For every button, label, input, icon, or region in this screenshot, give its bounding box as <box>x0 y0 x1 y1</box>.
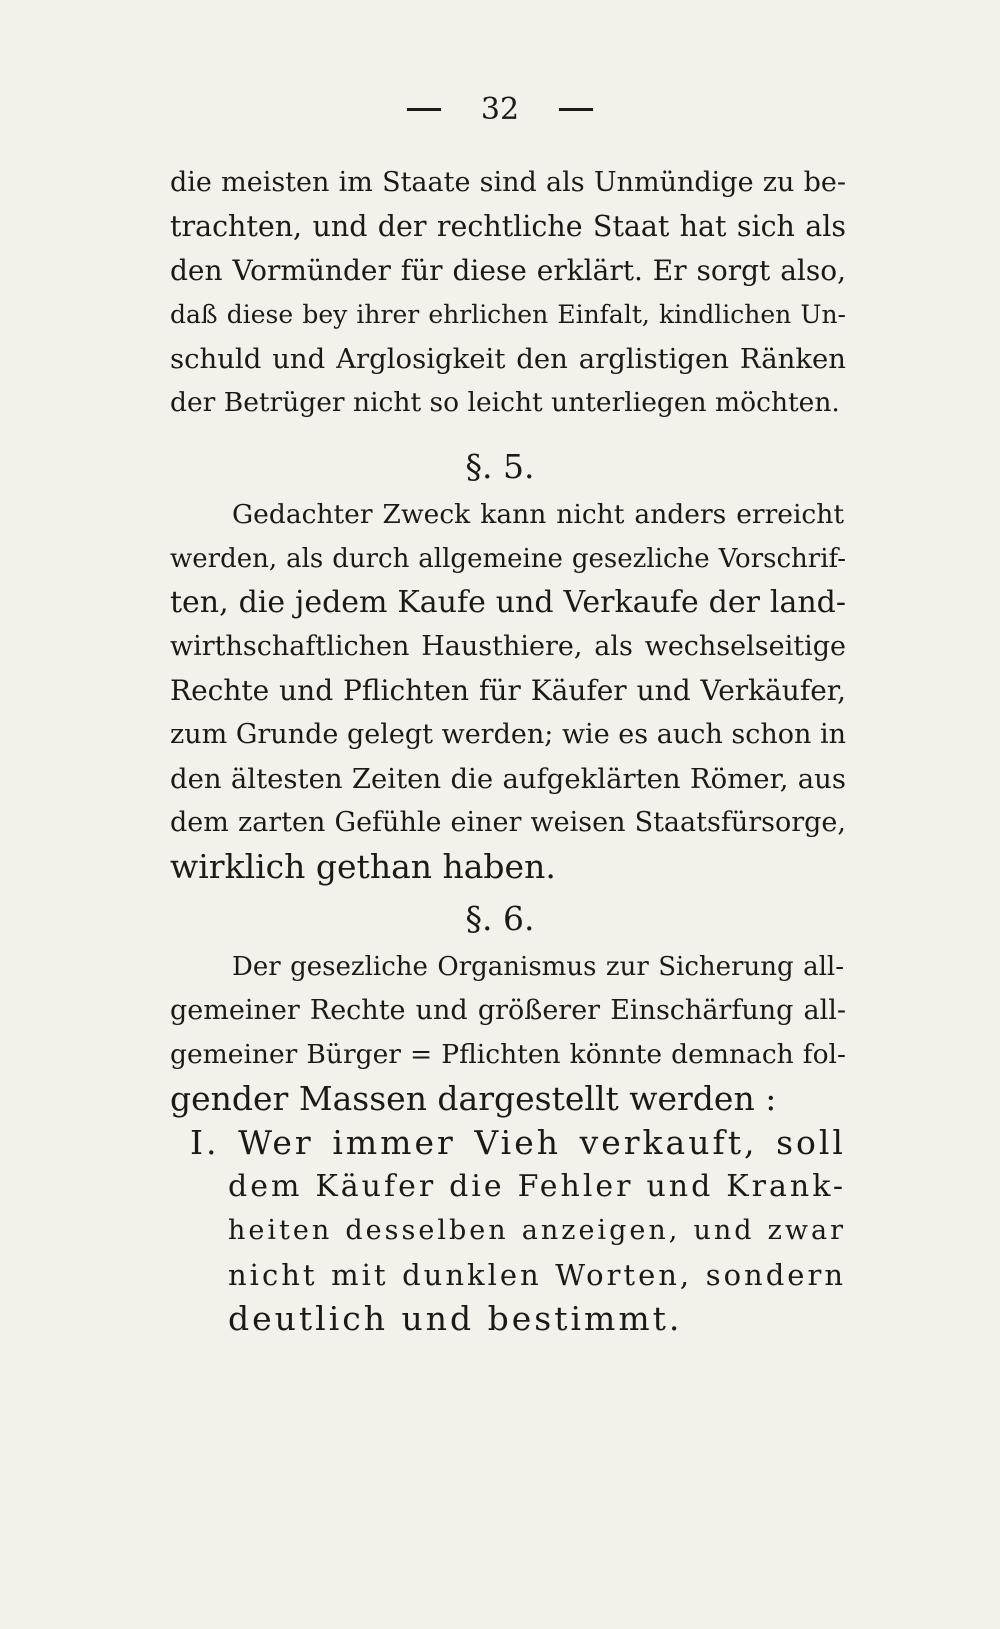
text-line: deutlich und bestimmt. <box>228 1299 683 1338</box>
text-line: daß diese bey ihrer ehrlichen Einfalt, kindlichen Un- <box>170 300 846 329</box>
page-number: 32 <box>480 92 520 127</box>
section-heading-6: §. 6. <box>465 899 535 938</box>
text-line: die meisten im Staate sind als Unmündige zu be- <box>170 167 846 198</box>
text-line: gemeiner Rechte und größerer Einschärfung all- <box>170 995 846 1026</box>
text-line: wirthschaftlichen Hausthiere, als wechselseitige <box>170 631 846 662</box>
text-line: dem Käufer die Fehler und Krank- <box>228 1169 846 1204</box>
text-line: werden, als durch allgemeine gesezliche Vorschrif- <box>170 544 846 574</box>
section-heading-5: §. 5. <box>465 447 535 486</box>
text-line: ten, die jedem Kaufe und Verkaufe der land- <box>170 585 846 620</box>
header-dash-right <box>559 108 593 111</box>
text-line: dem zarten Gefühle einer weisen Staatsfürsorge, <box>170 807 846 838</box>
text-line: I. Wer immer Vieh verkauft, soll <box>190 1123 846 1162</box>
text-line: heiten desselben anzeigen, und zwar <box>228 1215 846 1246</box>
text-line: Rechte und Pflichten für Käufer und Verkäufer, <box>170 674 846 707</box>
page-header <box>0 92 1000 127</box>
text-line: zum Grunde gelegt werden; wie es auch schon in <box>170 719 846 750</box>
text-line: trachten, und der rechtliche Staat hat sich als <box>170 210 846 243</box>
text-line: den Vormünder für diese erklärt. Er sorgt also, <box>170 254 846 287</box>
text-line: den ältesten Zeiten die aufgeklärten Römer, aus <box>170 763 846 795</box>
text-line: gemeiner Bürger = Pflichten könnte demnach fol- <box>170 1039 846 1070</box>
header-dash-left <box>407 108 441 111</box>
text-line: schuld und Arglosigkeit den arglistigen Ränken <box>170 343 846 375</box>
text-line: der Betrüger nicht so leicht unterliegen möchten. <box>170 387 840 418</box>
text-line: nicht mit dunklen Worten, sondern <box>228 1258 846 1292</box>
text-line: Der gesezliche Organismus zur Sicherung all- <box>232 952 844 982</box>
text-line: gender Massen dargestellt werden : <box>170 1079 777 1118</box>
text-line: Gedachter Zweck kann nicht anders erreicht <box>232 499 844 530</box>
text-line: wirklich gethan haben. <box>170 847 556 886</box>
